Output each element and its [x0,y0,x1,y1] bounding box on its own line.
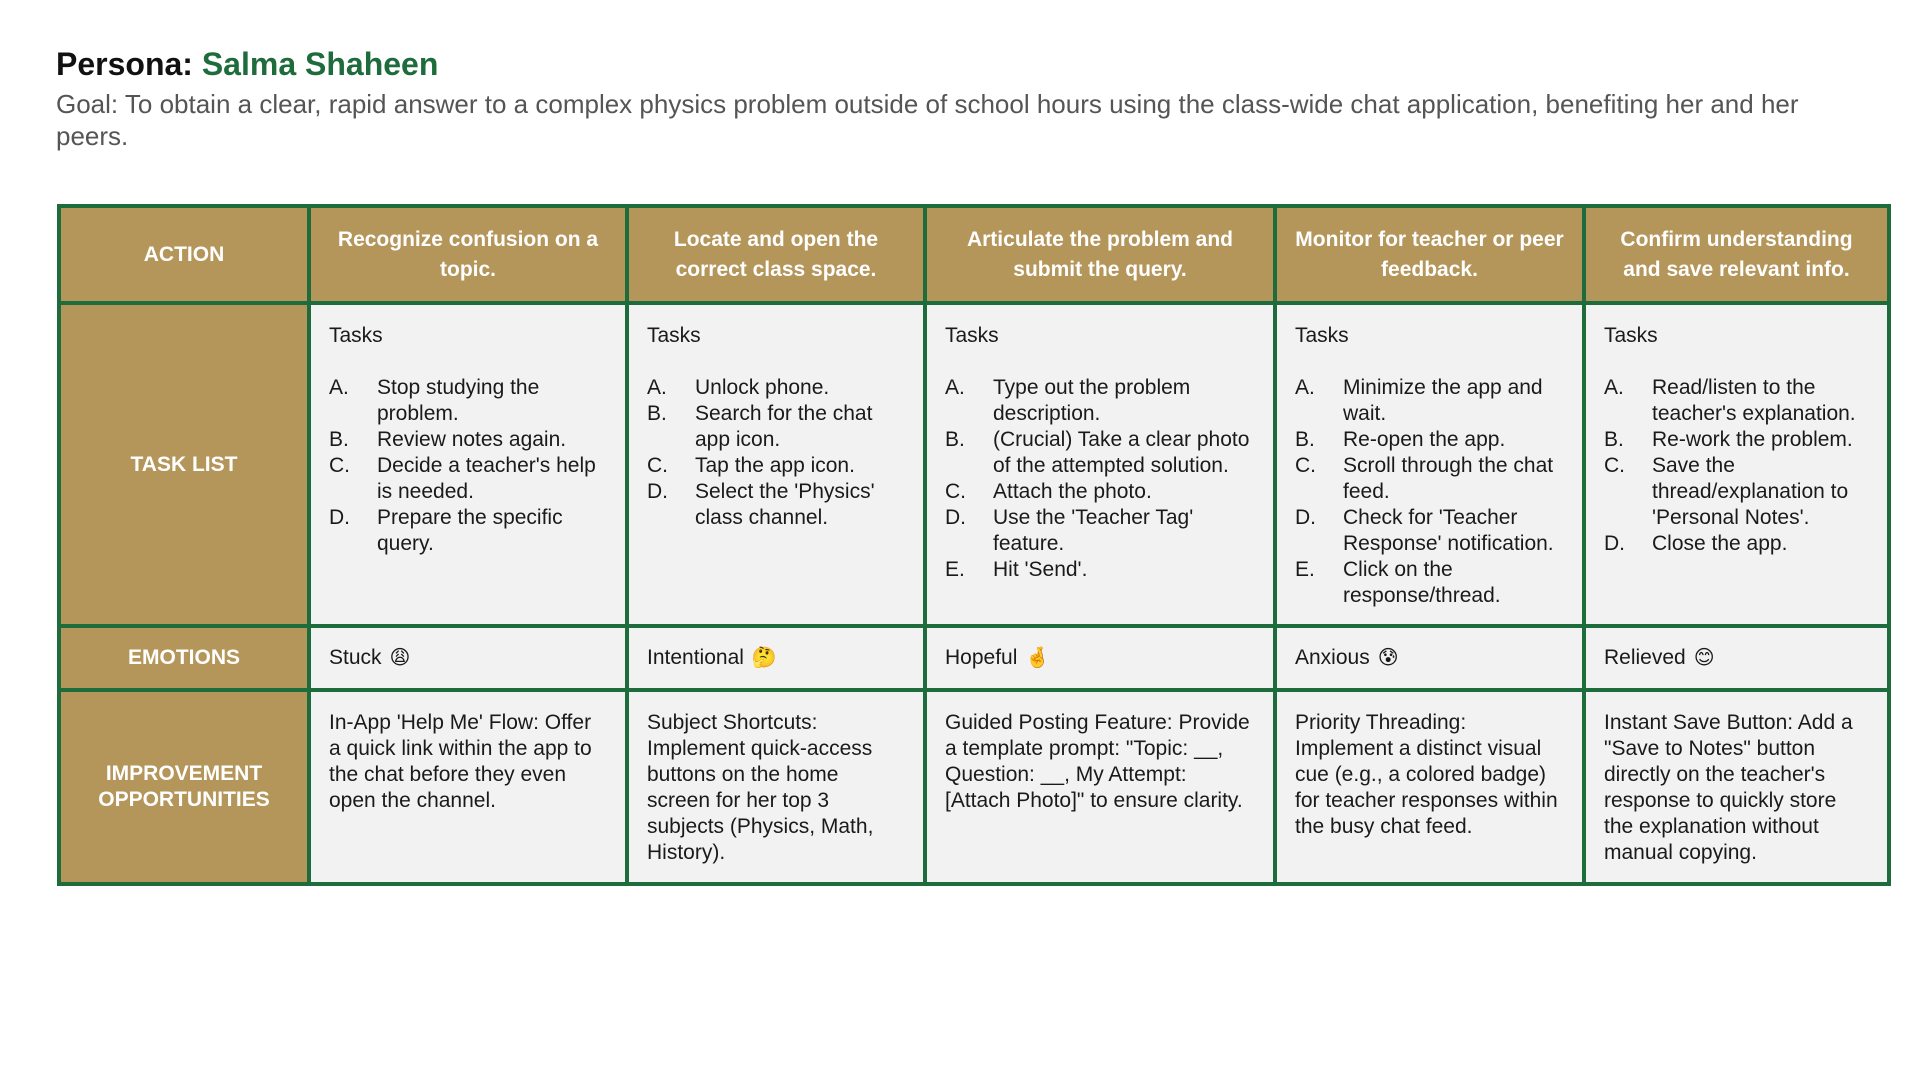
task-list [647,375,905,531]
task-text: Hit 'Send'. [993,558,1088,581]
list-item [329,453,607,505]
anxious-face-icon: 😰 [1377,647,1399,669]
persona-name: Salma Shaheen [201,46,439,82]
action-stage-1: Recognize confusion on a topic. [309,206,627,303]
persona-title [56,44,1856,84]
emotion-label: Intentional [647,646,744,669]
task-text: Save the thread/explanation to 'Personal Notes'. [1652,454,1849,529]
task-letter: C. [945,480,966,503]
task-text: Re-open the app. [1343,428,1506,451]
opportunity-stage-4: Priority Threading: Implement a distinct visual cue (e.g., a colored badge) for teacher responses within the busy chat feed. [1275,690,1584,884]
list-item [647,453,905,479]
task-letter: C. [1604,454,1625,477]
tasks-stage-2 [627,303,925,626]
tasks-title: Tasks [647,324,701,347]
task-letter: E. [1295,558,1315,581]
task-text: Minimize the app and wait. [1343,376,1543,425]
opportunity-stage-1: In-App 'Help Me' Flow: Offer a quick link within the app to the chat before they even open the channel. [309,690,627,884]
task-text: Re-work the problem. [1652,428,1853,451]
task-letter: D. [647,480,668,503]
improvement-row [59,690,1889,884]
list-item [1604,427,1869,453]
task-list [945,375,1255,583]
list-item [1604,453,1869,531]
task-letter: B. [329,428,349,451]
task-letter: A. [1295,376,1315,399]
row-label-emotions: EMOTIONS [59,626,309,690]
action-stage-3: Articulate the problem and submit the query. [925,206,1275,303]
opportunity-stage-2: Subject Shortcuts: Implement quick-access buttons on the home screen for her top 3 subjects (Physics, Math, History). [627,690,925,884]
task-text: Read/listen to the teacher's explanation. [1652,376,1856,425]
row-label-task-list: TASK LIST [59,303,309,626]
task-list [1604,375,1869,557]
task-letter: D. [1295,506,1316,529]
list-item [329,375,607,427]
task-text: Prepare the specific query. [377,506,563,555]
emotion-stage-4 [1275,626,1584,690]
task-text: Stop studying the problem. [377,376,540,425]
emotion-label: Relieved [1604,646,1686,669]
list-item [1604,375,1869,427]
task-text: Type out the problem description. [993,376,1191,425]
list-item [945,427,1255,479]
task-text: Check for 'Teacher Response' notification. [1343,506,1554,555]
list-item [945,375,1255,427]
task-letter: A. [329,376,349,399]
task-letter: C. [1295,454,1316,477]
task-list [329,375,607,557]
action-stage-4: Monitor for teacher or peer feedback. [1275,206,1584,303]
task-text: Tap the app icon. [695,454,855,477]
action-stage-2: Locate and open the correct class space. [627,206,925,303]
task-text: Search for the chat app icon. [695,402,873,451]
list-item [1604,531,1869,557]
list-item [1295,505,1564,557]
opportunity-stage-5: Instant Save Button: Add a "Save to Notes" button directly on the teacher's response to quickly store the explanation without manual copying. [1584,690,1889,884]
list-item [647,375,905,401]
action-stage-5: Confirm understanding and save relevant info. [1584,206,1889,303]
task-letter: A. [647,376,667,399]
row-label-improvement: IMPROVEMENT OPPORTUNITIES [59,690,309,884]
task-list [1295,375,1564,609]
action-row [59,206,1889,303]
task-text: Click on the response/thread. [1343,558,1501,607]
tasks-title: Tasks [1295,324,1349,347]
tasks-title: Tasks [329,324,383,347]
emotion-stage-2 [627,626,925,690]
task-letter: C. [647,454,668,477]
list-item [329,427,607,453]
persona-goal: Goal: To obtain a clear, rapid answer to a complex physics problem outside of school hours using the class-wide chat application, benefiting her and her peers. [56,89,1799,151]
task-text: Close the app. [1652,532,1788,555]
tasks-title: Tasks [1604,324,1658,347]
task-letter: A. [945,376,965,399]
tasks-title: Tasks [945,324,999,347]
task-text: Decide a teacher's help is needed. [377,454,596,503]
tasks-stage-4 [1275,303,1584,626]
list-item [329,505,607,557]
emotion-stage-3 [925,626,1275,690]
task-letter: B. [1604,428,1624,451]
list-item [1295,427,1564,453]
list-item [945,479,1255,505]
list-item [1295,557,1564,609]
task-text: Review notes again. [377,428,567,451]
emotion-stage-5 [1584,626,1889,690]
emotion-label: Stuck [329,646,382,669]
task-text: Attach the photo. [993,480,1152,503]
persona-label: Persona: [56,46,193,82]
emotion-label: Anxious [1295,646,1370,669]
tasks-stage-5 [1584,303,1889,626]
row-label-action: ACTION [59,206,309,303]
task-letter: A. [1604,376,1624,399]
tasks-stage-3 [925,303,1275,626]
task-letter: B. [647,402,667,425]
list-item [1295,453,1564,505]
task-text: Use the 'Teacher Tag' feature. [993,506,1194,555]
thinking-face-icon: 🤔 [751,647,777,669]
crossed-fingers-icon: 🤞 [1025,647,1051,669]
smiling-face-icon: 😊 [1693,647,1715,669]
emotion-label: Hopeful [945,646,1018,669]
task-letter: E. [945,558,965,581]
list-item [1295,375,1564,427]
task-letter: B. [1295,428,1315,451]
weary-face-icon: 😩 [389,647,411,669]
task-letter: B. [945,428,965,451]
task-text: (Crucial) Take a clear photo of the attempted solution. [993,428,1250,477]
emotion-stage-1 [309,626,627,690]
task-text: Unlock phone. [695,376,830,399]
task-letter: C. [329,454,350,477]
list-item [647,479,905,531]
task-text: Select the 'Physics' class channel. [695,480,875,529]
list-item [945,505,1255,557]
task-list-row [59,303,1889,626]
opportunity-stage-3: Guided Posting Feature: Provide a template prompt: "Topic: __, Question: __, My Attempt: [Attach Photo]" to ensure clarity. [925,690,1275,884]
tasks-stage-1 [309,303,627,626]
task-letter: D. [945,506,966,529]
list-item [647,401,905,453]
task-letter: D. [329,506,350,529]
journey-map-table [57,204,1891,886]
list-item [945,557,1255,583]
task-text: Scroll through the chat feed. [1343,454,1554,503]
task-letter: D. [1604,532,1625,555]
persona-header [56,44,1856,152]
emotions-row [59,626,1889,690]
